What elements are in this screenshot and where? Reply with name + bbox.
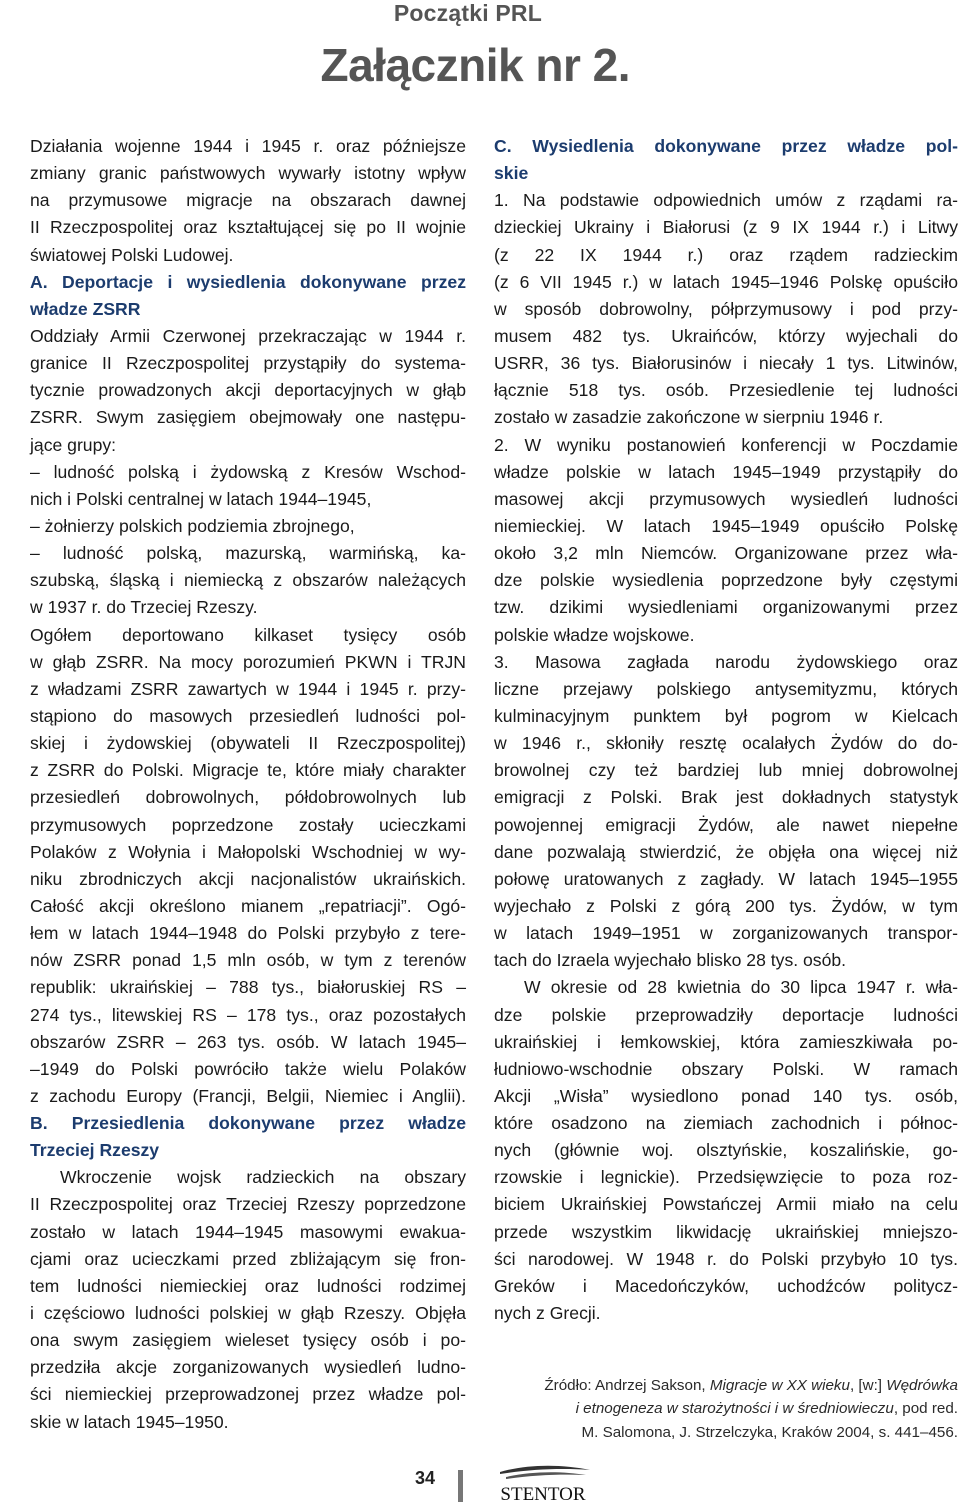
text-line: i częściowo ludności polskiej w głąb Rzeszy. Objęła: [30, 1303, 466, 1324]
text-line: 2. W wyniku postanowień konferencji w Poczdamie: [494, 434, 958, 455]
text-line: dze polskie wysiedlenia poprzedzone były częstymi: [494, 570, 958, 591]
text-line: granice II Rzeczpospolitej przystąpiły do systema-: [30, 353, 466, 374]
text-line: na przymusowe migracje na obszarach dawnej: [30, 190, 466, 211]
text-line: polskie władze wojskowe.: [494, 624, 695, 645]
text-line: nych (głównie woj. olsztyńskie, koszalińskie, go-: [494, 1140, 958, 1161]
source-line-2: [494, 1397, 958, 1420]
source-in: , [w:]: [849, 1377, 887, 1394]
source-book-title-part2: i etnogeneza w starożytności i w średniowieczu: [575, 1400, 894, 1418]
text-line: tem ludności niemieckiej oraz ludności rodzimej: [30, 1275, 466, 1296]
text-line: tach do Izraela wyjechało blisko 28 tys. osób.: [494, 950, 847, 971]
text-line: Całość akcji określono mianem „repatriacji”. Ogó-: [30, 895, 466, 916]
source-editor-prefix: , pod red.: [893, 1400, 958, 1418]
text-line: Trzeciej Rzeszy: [30, 1140, 160, 1161]
text-line: władze polskie w latach 1945–1949 przystąpiły do: [494, 461, 958, 482]
text-line: ukraińskiej i łemkowskiej, która zamieszkiwała po-: [494, 1031, 958, 1052]
text-line: jące grupy:: [30, 434, 117, 455]
footer-divider: [458, 1470, 463, 1502]
text-line: A. Deportacje i wysiedlenia dokonywane przez: [30, 271, 466, 292]
text-line: Ogółem deportowano kilkaset tysięcy osób: [30, 624, 466, 645]
text-line: które osadzono na ziemiach zachodnich i północ-: [494, 1113, 958, 1134]
text-line: ZSRR. Swym zasięgiem obejmowały one następu-: [30, 407, 466, 428]
text-line: z władzami ZSRR zawartych w 1944 i 1945 r. przy-: [30, 678, 466, 699]
text-line: tzw. dzikimi wysiedleniami organizowanymi przez: [494, 597, 958, 618]
text-line: skie w latach 1945–1950.: [30, 1411, 229, 1432]
text-line: republik: ukraińskiej – 788 tys., białoruskiej RS –: [30, 977, 466, 998]
text-line: 3. Masowa zagłada narodu żydowskiego oraz: [494, 651, 958, 672]
text-line: stąpiono do masowych przesiedleń ludności pol-: [30, 705, 466, 726]
text-line: władze ZSRR: [30, 298, 141, 319]
source-line-1: [494, 1374, 958, 1397]
text-line: przedziła akcje zorganizowanych wysiedleń ludno-: [30, 1357, 466, 1378]
text-line: skiej i żydowskiej (obywateli II Rzeczpospolitej): [30, 733, 466, 754]
text-line: zmiany granic państwowych wywarły istotny wpływ: [30, 163, 466, 184]
text-line: dane pozwalają stwierdzić, że objęła ona więcej niż: [494, 841, 958, 862]
text-line: nych z Grecji.: [494, 1303, 601, 1324]
left-column: [30, 133, 466, 1436]
text-line: Greków i Macedończyków, uchodźców politycz-: [494, 1275, 958, 1296]
text-line: musem 482 tys. Ukraińców, którzy wyjechali do: [494, 325, 958, 346]
text-line: szubską, śląską i niemiecką z obszarów należących: [30, 570, 466, 591]
right-column: [494, 133, 958, 1327]
stentor-logo: [492, 1462, 594, 1506]
logo-text: STENTOR: [500, 1484, 586, 1505]
text-line: ona swym zasięgiem wieleset tysięcy osób i po-: [30, 1330, 466, 1351]
text-line: (z 22 IX 1944 r.) oraz rządem radzieckim: [494, 244, 958, 265]
source-citation: [494, 1374, 958, 1444]
text-line: biciem Ukraińskiej Powstańczej Armii miało na celu: [494, 1194, 958, 1215]
text-line: II Rzeczpospolitej oraz Trzeciej Rzeszy poprzedzone: [30, 1194, 466, 1215]
text-line: C. Wysiedlenia dokonywane przez władze pol-: [494, 136, 958, 156]
text-line: Wkroczenie wojsk radzieckich na obszary: [60, 1167, 466, 1188]
text-line: B. Przesiedlenia dokonywane przez władze: [30, 1113, 466, 1134]
text-line: kulminacyjnym punktem był pogrom w Kielcach: [494, 705, 958, 726]
running-head: Początki PRL: [393, 0, 542, 26]
text-line: łącznie 518 tys. osób. Przesiedlenie tej ludności: [494, 380, 958, 401]
text-line: –1949 do Polski powróciło także wielu Polaków: [30, 1058, 466, 1079]
text-line: obszarów ZSRR – 263 tys. osób. W latach 1945–: [30, 1031, 466, 1052]
text-line: nich i Polski centralnej w latach 1944–1945,: [30, 488, 372, 509]
text-line: dzieckiej Ukrainy i Białorusi (z 9 IX 1944 r.) i Litwy: [494, 217, 958, 238]
text-line: – ludność polską, mazurską, warmińską, ka-: [30, 543, 466, 564]
text-line: w 1946 r., skłoniły resztę ocalałych Żydów do do-: [494, 733, 958, 754]
logo-swoosh-2: [506, 1472, 586, 1479]
text-line: Polaków z Wołynia i Małopolski Wschodniej w wy-: [30, 841, 466, 862]
text-line: ści narodowej. W 1948 r. do Polski przybyło 10 tys.: [494, 1248, 958, 1269]
page-number: 34: [415, 1468, 436, 1488]
text-line: około 3,2 mln Niemców. Organizowane przez wła-: [494, 543, 958, 564]
text-line: powojennej emigracji Żydów, ale nawet niepełne: [494, 814, 958, 835]
text-line: łem w latach 1944–1948 do Polski przybyło z tere-: [30, 923, 466, 944]
text-line: – ludność polską i żydowską z Kresów Wschod-: [30, 461, 466, 482]
text-line: skie: [494, 163, 529, 184]
text-line: 274 tys., litewskiej RS – 178 tys., oraz pozostałych: [30, 1004, 466, 1025]
text-line: Działania wojenne 1944 i 1945 r. oraz późniejsze: [30, 136, 466, 156]
text-line: Akcji „Wisła” wysiedlono ponad 140 tys. osób,: [494, 1085, 958, 1106]
source-line-3: M. Salomona, J. Strzelczyka, Kraków 2004, s. 441–456.: [581, 1423, 958, 1441]
text-line: II Rzeczpospolitej oraz kształtującej się po II wojnie: [30, 217, 466, 238]
source-author: Źródło: Andrzej Sakson,: [544, 1377, 710, 1394]
text-line: rzowskie i legnickie). Przedsięwzięcie to poza roz-: [494, 1167, 958, 1188]
text-line: W okresie od 28 kwietnia do 30 lipca 1947 r. wła-: [524, 977, 958, 998]
text-line: niemieckiej. W latach 1945–1949 opuściło Polskę: [494, 515, 958, 536]
text-line: cjami oraz ucieczkami przed zbliżającym się fron-: [30, 1248, 466, 1269]
text-line: w sposób dobrowolny, półprzymusowy i pod przy-: [494, 298, 958, 319]
page-title: Załącznik nr 2.: [320, 39, 630, 91]
text-line: połowę uratowanych z zagłady. W latach 1945–1955: [494, 868, 958, 889]
text-line: w latach 1949–1951 w zorganizowanych transpor-: [494, 923, 958, 944]
text-line: 1. Na podstawie odpowiednich umów z rządami ra-: [494, 190, 958, 211]
text-line: Oddziały Armii Czerwonej przekraczając w 1944 r.: [30, 325, 466, 346]
text-line: dze polskie przeprowadziły deportacje ludności: [494, 1004, 958, 1025]
text-line: przesiedleń dobrowolnych, półdobrowolnych lub: [30, 787, 466, 808]
source-book-title-part1: Wędrówka: [886, 1377, 958, 1394]
text-line: zostało w latach 1944–1945 masowymi ewakua-: [30, 1221, 466, 1242]
text-line: z ZSRR do Polski. Migracje te, które miały charakter: [30, 760, 466, 781]
text-line: browolnej czy też bardziej lub mniej dobrowolnej: [494, 760, 958, 781]
text-line: przymusowych poprzedzone zostały ucieczkami: [30, 814, 466, 835]
text-line: w 1937 r. do Trzeciej Rzeszy.: [30, 597, 258, 618]
text-line: wyjechało z Polski z górą 200 tys. Żydów, w tym: [494, 895, 958, 916]
text-line: USRR, 36 tys. Białorusinów i niecały 1 tys. Litwinów,: [494, 353, 958, 374]
text-line: zostało w zasadzie zakończone w sierpniu 1946 r.: [494, 407, 884, 428]
text-line: światowej Polski Ludowej.: [30, 244, 234, 265]
text-line: – żołnierzy polskich podziemia zbrojnego,: [30, 515, 355, 536]
text-line: (z 6 VII 1945 r.) w latach 1945–1946 Polskę opuściło: [494, 271, 958, 292]
text-line: niku zbrodniczych akcji nacjonalistów ukraińskich.: [30, 868, 466, 889]
text-line: tycznie prowadzonych akcji deportacyjnych w głąb: [30, 380, 466, 401]
text-line: ści niemieckiej przeprowadzonej przez władze pol-: [30, 1384, 466, 1405]
text-line: łudniowo-wschodnie obszary Polski. W ramach: [494, 1058, 958, 1079]
text-line: emigracji z Polski. Brak jest dokładnych statystyk: [494, 787, 958, 808]
text-line: nów ZSRR ponad 1,5 mln osób, w tym z terenów: [30, 950, 466, 971]
text-line: z zachodu Europy (Francji, Belgii, Niemiec i Anglii).: [30, 1085, 466, 1106]
text-line: przede wszystkim likwidację ukraińskiej mniejszo-: [494, 1221, 958, 1242]
text-line: masowej akcji przymusowych wysiedleń ludności: [494, 488, 958, 509]
text-line: w głąb ZSRR. Na mocy porozumień PKWN i TRJN: [30, 651, 466, 672]
text-line: liczne przejawy polskiego antysemityzmu, których: [494, 678, 958, 699]
source-title: Migracje w XX wieku: [709, 1377, 850, 1394]
